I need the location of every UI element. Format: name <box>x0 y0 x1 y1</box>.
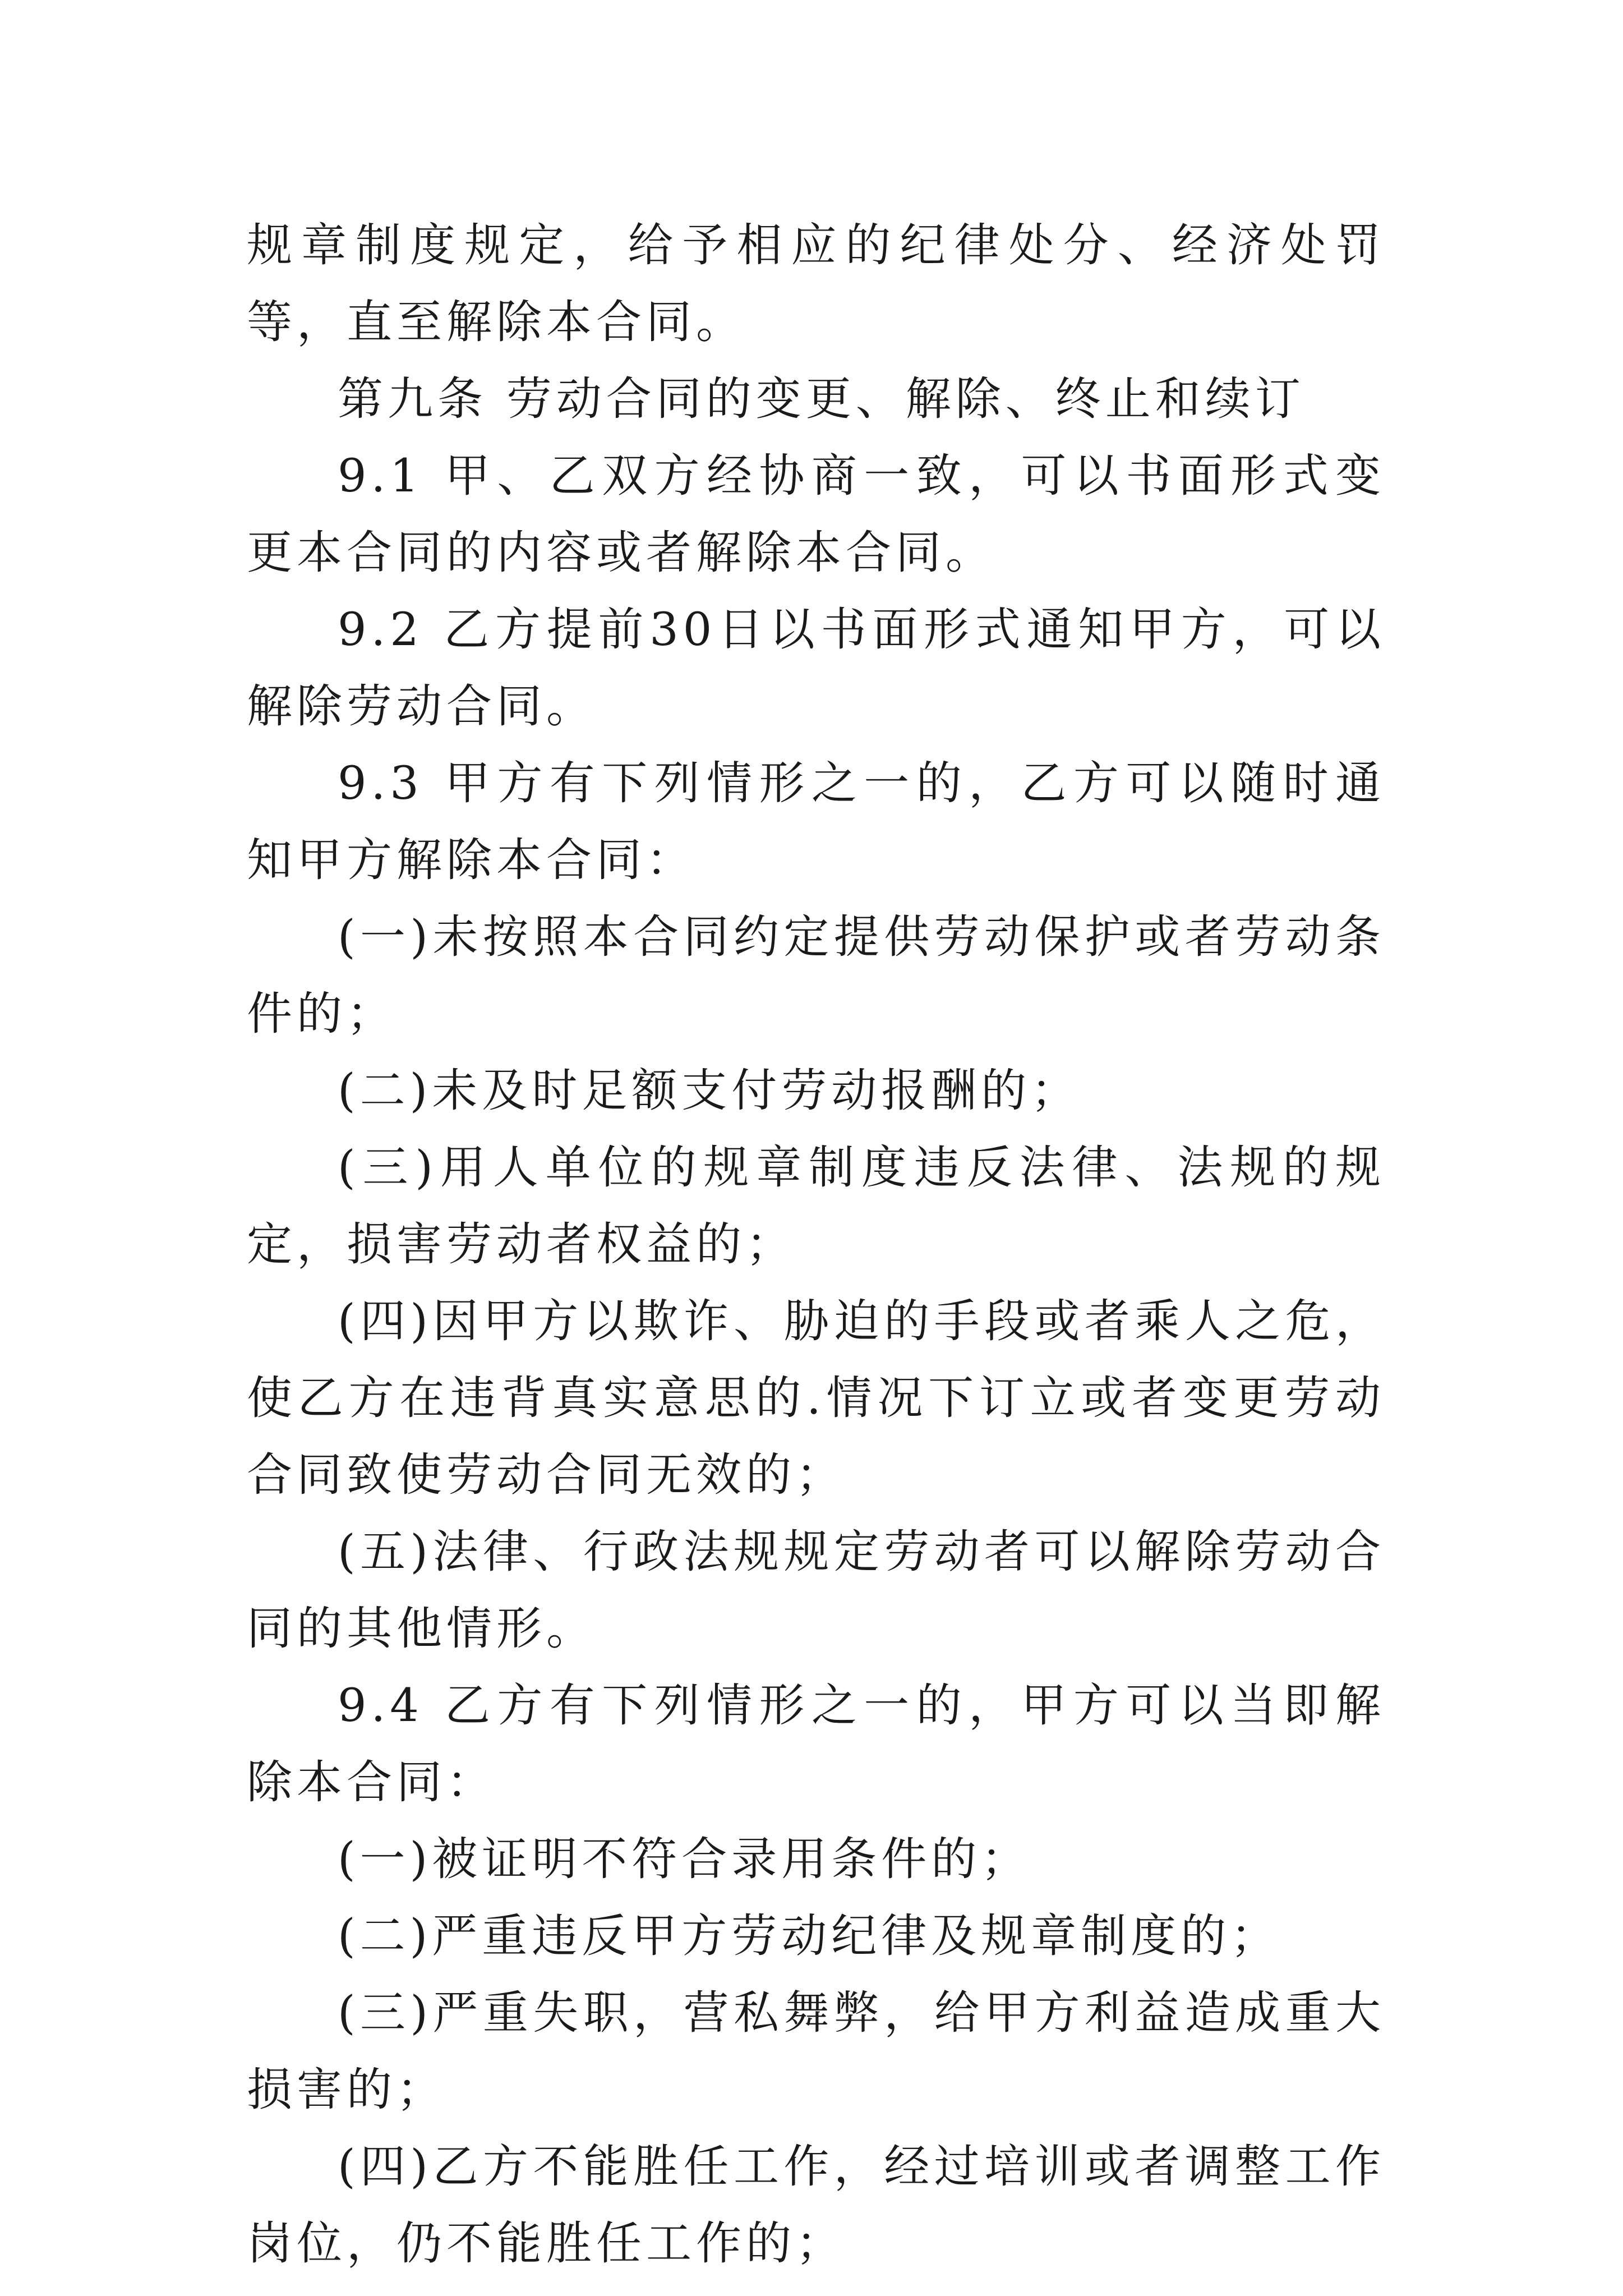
list-item: (四)乙方不能胜任工作，经过培训或者调整工作岗位，仍不能胜任工作的； <box>247 2141 1385 2270</box>
list-item: (二)未及时足额支付劳动报酬的； <box>338 1065 1081 1117</box>
article-heading: 第九条 劳动合同的变更、解除、终止和续订 <box>338 373 1305 426</box>
clause-9-1: 9.1 甲、乙双方经协商一致，可以书面形式变更本合同的内容或者解除本合同。 <box>247 450 1385 579</box>
list-item: (五)法律、行政法规规定劳动者可以解除劳动合同的其他情形。 <box>247 1526 1385 1655</box>
paragraph-continuation: 规章制度规定，给予相应的纪律处分、经济处罚等，直至解除本合同。 <box>247 219 1385 349</box>
contract-body <box>247 208 1385 2283</box>
list-item: (一)被证明不符合录用条件的； <box>338 1833 1031 1886</box>
clause-9-2: 9.2 乙方提前30日以书面形式通知甲方，可以解除劳动合同。 <box>247 604 1385 733</box>
list-item: (三)用人单位的规章制度违反法律、法规的规定，损害劳动者权益的； <box>247 1142 1385 1271</box>
list-item: (一)未按照本合同约定提供劳动保护或者劳动条件的； <box>247 911 1385 1041</box>
list-item: (四)因甲方以欺诈、胁迫的手段或者乘人之危，使乙方在违背真实意思的.情况下订立或者变更劳动合同致使劳动合同无效的； <box>247 1295 1385 1502</box>
list-item: (三)严重失职，营私舞弊，给甲方利益造成重大损害的； <box>247 1987 1385 2116</box>
list-item: (二)严重违反甲方劳动纪律及规章制度的； <box>338 1910 1281 1963</box>
clause-9-4: 9.4 乙方有下列情形之一的，甲方可以当即解除本合同： <box>247 1680 1385 1809</box>
clause-9-3: 9.3 甲方有下列情形之一的，乙方可以随时通知甲方解除本合同： <box>247 757 1385 887</box>
